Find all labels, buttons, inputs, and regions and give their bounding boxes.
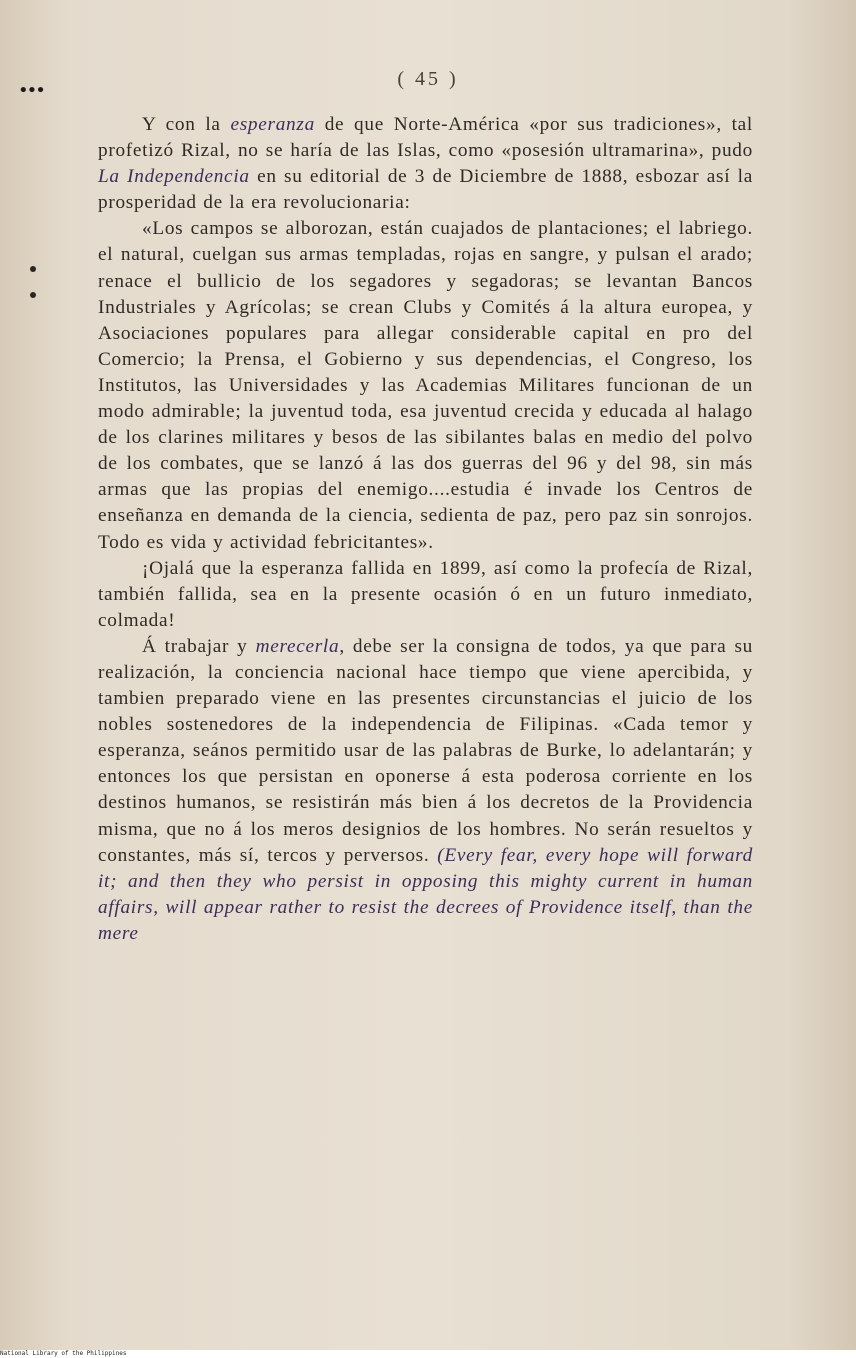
p1-italic-esperanza: esperanza xyxy=(230,114,315,135)
p4-text-a: Á trabajar y xyxy=(142,635,256,657)
p4-italic-merecerla: merecerla xyxy=(255,635,340,657)
p4-english-quote: (Every fear, every hope will forward it; and then they who persist in opposing this mighty current in human affairs, will appear rather to resist the decrees of Providence itself, than the mere xyxy=(98,844,753,944)
p1-text-c: de que Norte-América «por sus tradiciones», tal profetizó Rizal, no se haría de las Islas, como «posesión ultramarina», pudo xyxy=(98,114,753,162)
paragraph-1 xyxy=(98,112,753,216)
p1-text-a: Y con la xyxy=(142,114,231,135)
footer-credit: National Library of the Philippines xyxy=(0,1350,856,1358)
body-text xyxy=(98,112,753,947)
p1-text-e: en su editorial de 3 de Diciembre de 1888, esbozar así la prosperidad de la era revolucionaria: xyxy=(98,166,753,214)
p4-text-c: , debe ser la consigna de todos, ya que para su realización, la conciencia nacional hace tiempo que viene apercibida, y tambien preparado viene en las presentes circunstancias el juicio de los nobles sostenedores de la independencia de Filipinas. «Cada temor y esperanza, seános permitido usar de las palabras de Burke, lo adelantarán; y entonces los que persistan en oponerse á esta poderosa corriente en los destinos humanos, se resistirán más bien á los decretos de la Providencia misma, que no á los meros designios de los hombres. No serán resueltos y constantes, más sí, tercos y perversos. xyxy=(98,635,753,866)
margin-speck xyxy=(30,292,36,298)
page-number: ( 45 ) xyxy=(397,68,459,90)
p1-italic-newspaper: La Independencia xyxy=(98,166,250,188)
paragraph-4 xyxy=(98,634,753,947)
margin-dots: ••• xyxy=(18,80,44,101)
paragraph-3: ¡Ojalá que la esperanza fallida en 1899, así como la profecía de Rizal, también fallida, sea en la presente ocasión ó en un futuro inmediato, colmada! xyxy=(98,557,753,631)
margin-speck xyxy=(30,266,36,272)
paragraph-2-quote: «Los campos se alborozan, están cuajados de plantaciones; el labriego. el natural, cuelgan sus armas templadas, rojas en sangre, y pulsan el arado; renace el bullicio de los segadores y segadoras; se levantan Bancos Industriales y Agrícolas; se crean Clubs y Comités á la altura europea, y Asociaciones populares para allegar considerable capital en pro del Comercio; la Prensa, el Gobierno y sus dependencias, el Congreso, los Institutos, las Universidades y las Academias Militares funcionan de un modo admirable; la juventud toda, esa juventud crecida y educada al halago de los clarines militares y besos de las sibilantes balas en medio del polvo de los combates, que se lanzó á las dos guerras del 96 y del 98, sin más armas que las propias del enemigo....estudia é invade los Centros de enseñanza en demanda de la ciencia, sedienta de paz, pero paz sin sonrojos. Todo es vida y actividad febricitantes». xyxy=(98,218,753,553)
